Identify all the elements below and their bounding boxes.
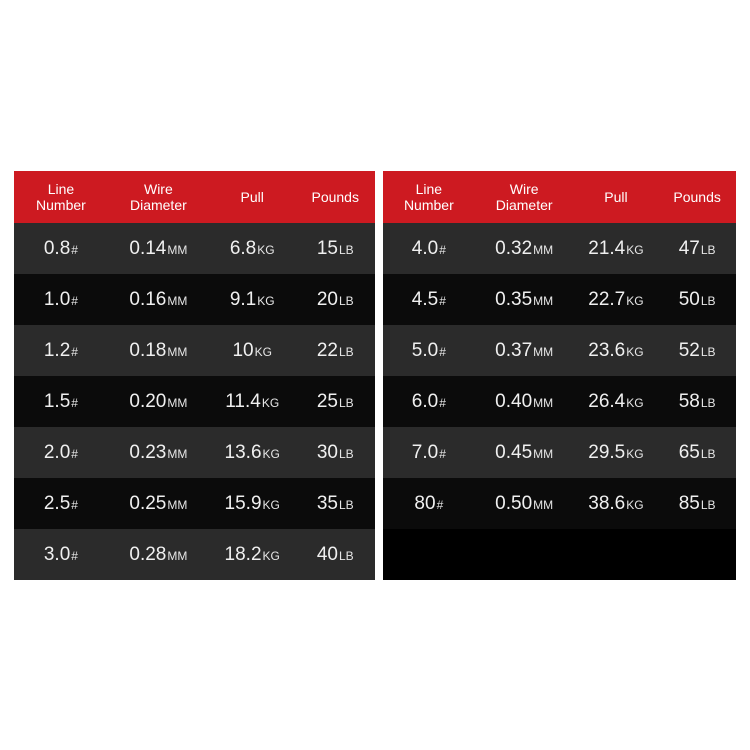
cell-line-number: 80 # — [414, 492, 444, 514]
cell-line-number: 4.5 # — [411, 288, 446, 310]
cell-wire-diameter: 0.28 MM — [129, 543, 188, 565]
cell-pull: 10 KG — [232, 339, 272, 361]
header-pull: Pull — [240, 189, 264, 205]
table-filler — [383, 529, 736, 580]
cell-wire-diameter: 0.16 MM — [129, 288, 188, 310]
cell-pull: 15.9 KG — [224, 492, 280, 514]
unit-kg: KG — [257, 242, 275, 257]
unit-mm: MM — [533, 446, 554, 461]
cell-pounds: 35 LB — [316, 492, 354, 514]
cell-wire-diameter: 0.23 MM — [129, 441, 188, 463]
table-row — [14, 529, 375, 580]
unit-line: # — [71, 395, 78, 410]
unit-lb: LB — [700, 293, 716, 308]
unit-line: # — [436, 497, 444, 512]
unit-line: # — [71, 497, 78, 512]
unit-line: # — [439, 242, 446, 257]
header-line-number: Line Number — [403, 181, 454, 213]
cell-pull: 29.5 KG — [588, 441, 644, 463]
spec-tables-container — [14, 171, 736, 580]
unit-line: # — [439, 293, 446, 308]
cell-wire-diameter: 0.18 MM — [129, 339, 188, 361]
cell-pull: 18.2 KG — [224, 543, 280, 565]
cell-line-number: 2.0 # — [43, 441, 78, 463]
cell-pull: 23.6 KG — [588, 339, 644, 361]
unit-mm: MM — [167, 293, 188, 308]
cell-wire-diameter: 0.40 MM — [495, 390, 554, 412]
unit-mm: MM — [167, 242, 188, 257]
unit-line: # — [71, 344, 78, 359]
table-row — [383, 274, 736, 325]
table-row — [14, 427, 375, 478]
cell-pull: 22.7 KG — [588, 288, 644, 310]
unit-lb: LB — [338, 344, 354, 359]
unit-lb: LB — [700, 344, 716, 359]
unit-kg: KG — [626, 497, 644, 512]
unit-mm: MM — [533, 242, 554, 257]
cell-pounds: 47 LB — [678, 237, 716, 259]
table-header-row-left — [14, 171, 375, 223]
unit-kg: KG — [262, 548, 280, 563]
table-header-row-right — [383, 171, 736, 223]
cell-pounds: 85 LB — [678, 492, 716, 514]
unit-mm: MM — [533, 293, 554, 308]
cell-line-number: 4.0 # — [411, 237, 446, 259]
cell-line-number: 3.0 # — [43, 543, 78, 565]
cell-pounds: 15 LB — [316, 237, 354, 259]
cell-wire-diameter: 0.20 MM — [129, 390, 188, 412]
table-row — [383, 427, 736, 478]
unit-mm: MM — [167, 344, 188, 359]
table-row — [14, 478, 375, 529]
cell-pounds: 50 LB — [678, 288, 716, 310]
unit-lb: LB — [700, 242, 716, 257]
unit-kg: KG — [626, 344, 644, 359]
cell-line-number: 1.5 # — [43, 390, 78, 412]
cell-pull: 9.1 KG — [229, 288, 275, 310]
fishing-line-table-right — [383, 171, 736, 580]
unit-mm: MM — [533, 344, 554, 359]
header-line-number: Line Number — [36, 181, 86, 213]
table-row — [14, 325, 375, 376]
cell-line-number: 2.5 # — [43, 492, 78, 514]
unit-kg: KG — [626, 293, 644, 308]
cell-wire-diameter: 0.25 MM — [129, 492, 188, 514]
header-wire-diameter: Wire Diameter — [495, 181, 553, 213]
cell-pull: 11.4 KG — [225, 390, 280, 412]
unit-lb: LB — [338, 293, 354, 308]
unit-kg: KG — [254, 344, 272, 359]
unit-line: # — [71, 293, 78, 308]
unit-lb: LB — [700, 395, 716, 410]
table-row — [383, 325, 736, 376]
cell-pull: 13.6 KG — [224, 441, 280, 463]
table-row — [383, 223, 736, 274]
unit-line: # — [439, 395, 446, 410]
cell-line-number: 7.0 # — [411, 441, 446, 463]
unit-kg: KG — [626, 242, 644, 257]
cell-wire-diameter: 0.32 MM — [495, 237, 554, 259]
cell-pounds: 22 LB — [316, 339, 354, 361]
fishing-line-table-left — [14, 171, 375, 580]
unit-mm: MM — [167, 395, 188, 410]
cell-pounds: 40 LB — [316, 543, 354, 565]
cell-line-number: 0.8 # — [43, 237, 78, 259]
cell-pounds: 20 LB — [316, 288, 354, 310]
unit-line: # — [71, 446, 78, 461]
unit-mm: MM — [533, 497, 554, 512]
unit-lb: LB — [700, 497, 716, 512]
cell-wire-diameter: 0.45 MM — [495, 441, 554, 463]
cell-line-number: 6.0 # — [411, 390, 446, 412]
unit-mm: MM — [167, 497, 188, 512]
header-pounds: Pounds — [311, 189, 359, 205]
header-pounds: Pounds — [673, 189, 721, 205]
unit-lb: LB — [700, 446, 716, 461]
unit-lb: LB — [338, 395, 354, 410]
unit-kg: KG — [626, 446, 644, 461]
cell-wire-diameter: 0.37 MM — [495, 339, 554, 361]
unit-kg: KG — [262, 497, 280, 512]
table-row — [383, 376, 736, 427]
table-row — [14, 223, 375, 274]
table-row — [14, 274, 375, 325]
table-row — [383, 478, 736, 529]
unit-kg: KG — [257, 293, 275, 308]
cell-pounds: 25 LB — [316, 390, 354, 412]
header-wire-diameter: Wire Diameter — [129, 181, 187, 213]
unit-mm: MM — [533, 395, 554, 410]
cell-pull: 26.4 KG — [588, 390, 644, 412]
unit-line: # — [71, 548, 78, 563]
unit-kg: KG — [626, 395, 644, 410]
cell-pounds: 65 LB — [678, 441, 716, 463]
unit-lb: LB — [338, 242, 354, 257]
cell-pull: 21.4 KG — [588, 237, 644, 259]
cell-pull: 38.6 KG — [588, 492, 644, 514]
cell-pounds: 52 LB — [678, 339, 716, 361]
unit-kg: KG — [261, 395, 280, 410]
unit-line: # — [71, 242, 78, 257]
unit-mm: MM — [167, 548, 188, 563]
cell-line-number: 1.2 # — [43, 339, 78, 361]
table-row — [14, 376, 375, 427]
unit-lb: LB — [338, 446, 354, 461]
cell-wire-diameter: 0.35 MM — [495, 288, 554, 310]
cell-line-number: 1.0 # — [43, 288, 78, 310]
cell-line-number: 5.0 # — [411, 339, 446, 361]
cell-pounds: 58 LB — [678, 390, 716, 412]
cell-pounds: 30 LB — [316, 441, 354, 463]
unit-line: # — [439, 344, 446, 359]
unit-mm: MM — [167, 446, 188, 461]
header-pull: Pull — [604, 189, 628, 205]
unit-lb: LB — [338, 548, 354, 563]
unit-kg: KG — [262, 446, 280, 461]
cell-wire-diameter: 0.14 MM — [129, 237, 188, 259]
unit-line: # — [439, 446, 446, 461]
unit-lb: LB — [338, 497, 354, 512]
cell-wire-diameter: 0.50 MM — [495, 492, 554, 514]
cell-pull: 6.8 KG — [229, 237, 275, 259]
